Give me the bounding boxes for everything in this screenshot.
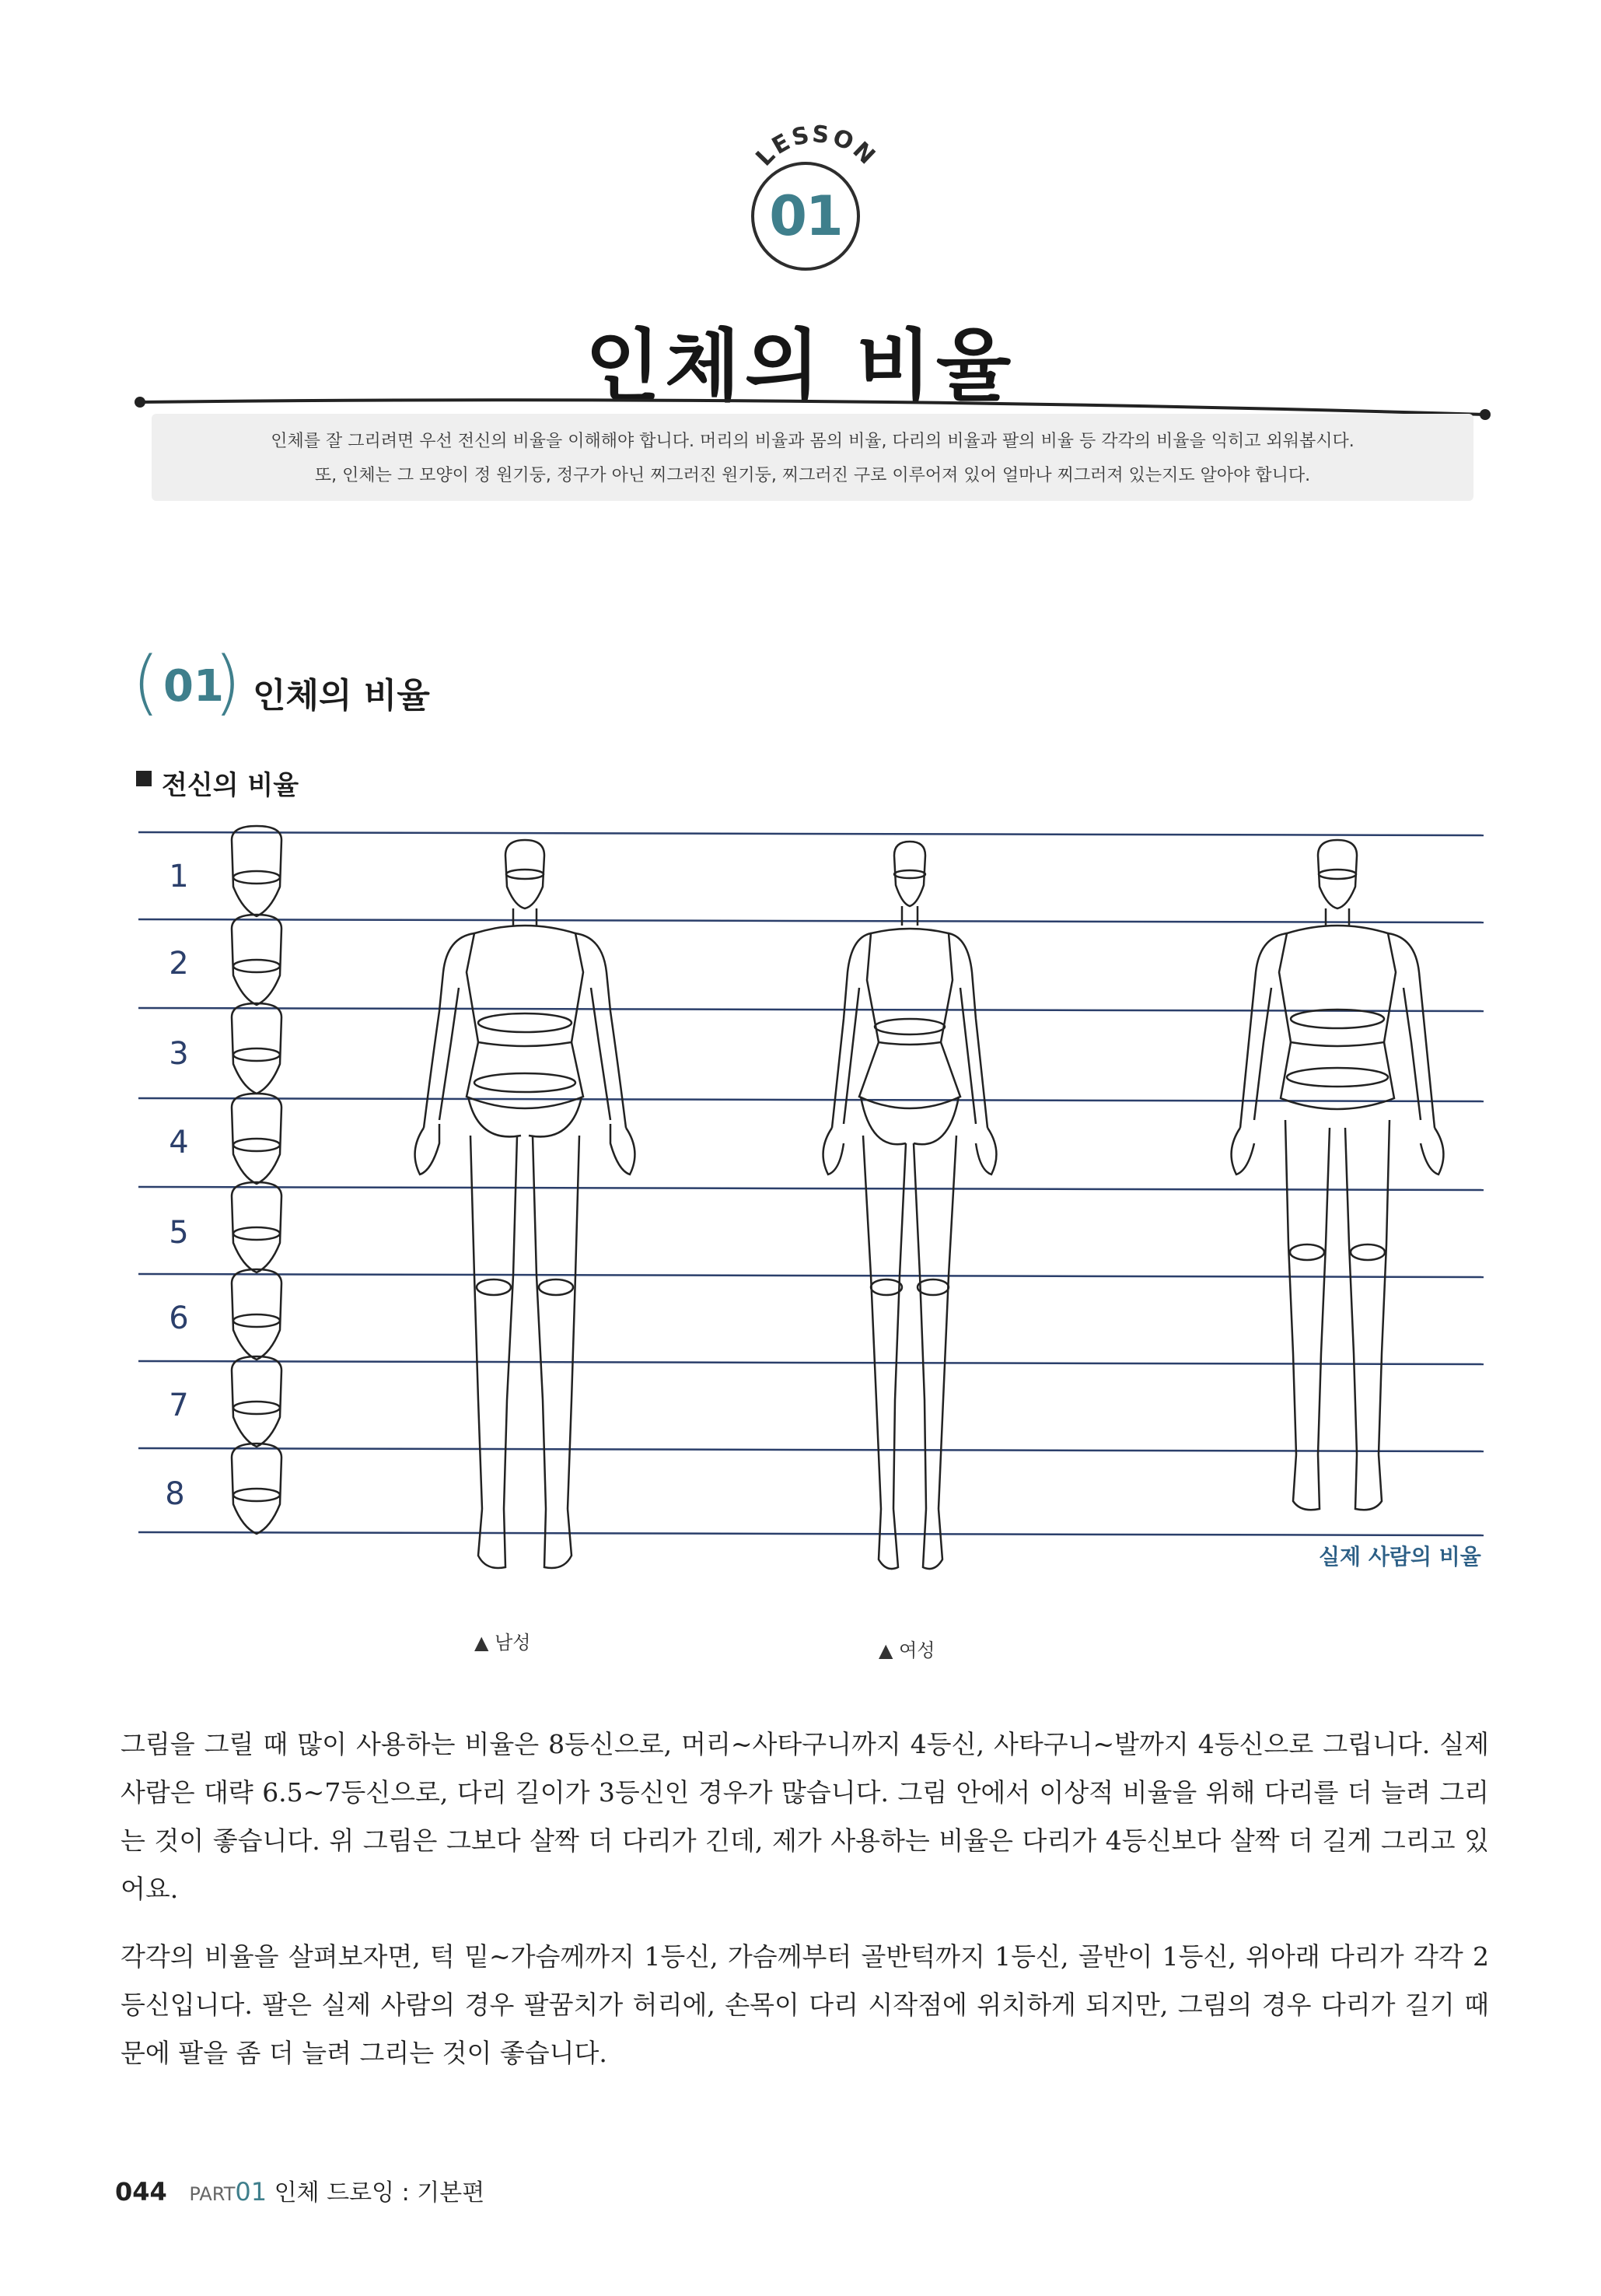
lesson-number: 01 [769, 184, 842, 248]
head-count-3: 3 [169, 1036, 189, 1072]
lesson-label: LESSON [750, 121, 883, 172]
intro-box [152, 414, 1473, 501]
head-count-4: 4 [169, 1125, 189, 1160]
head-column [232, 826, 281, 1534]
subsection-title: 전신의 비율 [162, 770, 299, 801]
intro-line-2: 또, 인체는 그 모양이 정 원기둥, 정구가 아닌 찌그러진 원기둥, 찌그러진 구로 이루어져 있어 얼마나 찌그러져 있는지도 알아야 합니다. [314, 466, 1311, 485]
caption-real-proportion: 실제 사람의 비율 [1319, 1544, 1481, 1570]
head-count-5: 5 [169, 1215, 189, 1251]
guide-lines [138, 832, 1484, 1535]
section-paren-close: ) [214, 642, 242, 723]
section-paren-open: ( [132, 642, 160, 723]
body-proportion-figure [132, 809, 1493, 1672]
body-paragraph-1: 그림을 그릴 때 많이 사용하는 비율은 8등신으로, 머리~사타구니까지 4등신, 사타구니~발까지 4등신으로 그립니다. 실제 사람은 대략 6.5~7등신으로, 다리 길이가 3등신인 경우가 많습니다. 그림 안에서 이상적 비율을 위해 다리를 더 늘려 그리는 것이 좋습니다. 위 그림은 그보다 살짝 더 다리가 긴데, 제가 사용하는 비율은 다리가 4등신보다 살짝 더 길게 그리고 있어요. [121, 1729, 1489, 1904]
page-footer [115, 2173, 484, 2207]
female-figure [823, 842, 997, 1569]
head-count-6: 6 [169, 1300, 189, 1336]
part-label: PART [189, 2183, 236, 2205]
subsection-bullet [136, 771, 152, 786]
intro-line-1: 인체를 잘 그리려면 우선 전신의 비율을 이해해야 합니다. 머리의 비율과 몸의 비율, 다리의 비율과 팔의 비율 등 각각의 비율을 익히고 외워봅시다. [271, 432, 1355, 451]
part-title: 인체 드로잉 : 기본편 [274, 2179, 485, 2207]
body-paragraph-2: 각각의 비율을 살펴보자면, 턱 밑~가슴께까지 1등신, 가슴께부터 골반턱까지 1등신, 골반이 1등신, 위아래 다리가 각각 2등신입니다. 팔은 실제 사람의 경우 팔꿈치가 허리에, 손목이 다리 시작점에 위치하게 되지만, 그림의 경우 다리가 길기 때문에 팔을 좀 더 늘려 그리는 것이 좋습니다. [121, 1941, 1489, 2068]
section-number: 01 [163, 661, 224, 712]
head-count-labels [165, 859, 188, 1512]
head-count-7: 7 [169, 1388, 189, 1423]
lesson-badge [751, 162, 860, 271]
male-figure [415, 840, 635, 1568]
real-proportion-figure [1232, 840, 1444, 1510]
head-count-2: 2 [169, 946, 189, 982]
section-title: 인체의 비율 [253, 676, 430, 716]
caption-male: ▲ 남성 [474, 1632, 531, 1654]
page-title: 인체의 비율 [585, 320, 1016, 411]
head-count-8: 8 [165, 1476, 185, 1512]
caption-female: ▲ 여성 [879, 1640, 935, 1661]
part-number: 01 [235, 2177, 267, 2207]
head-count-1: 1 [169, 859, 189, 894]
page-number: 044 [115, 2177, 167, 2207]
